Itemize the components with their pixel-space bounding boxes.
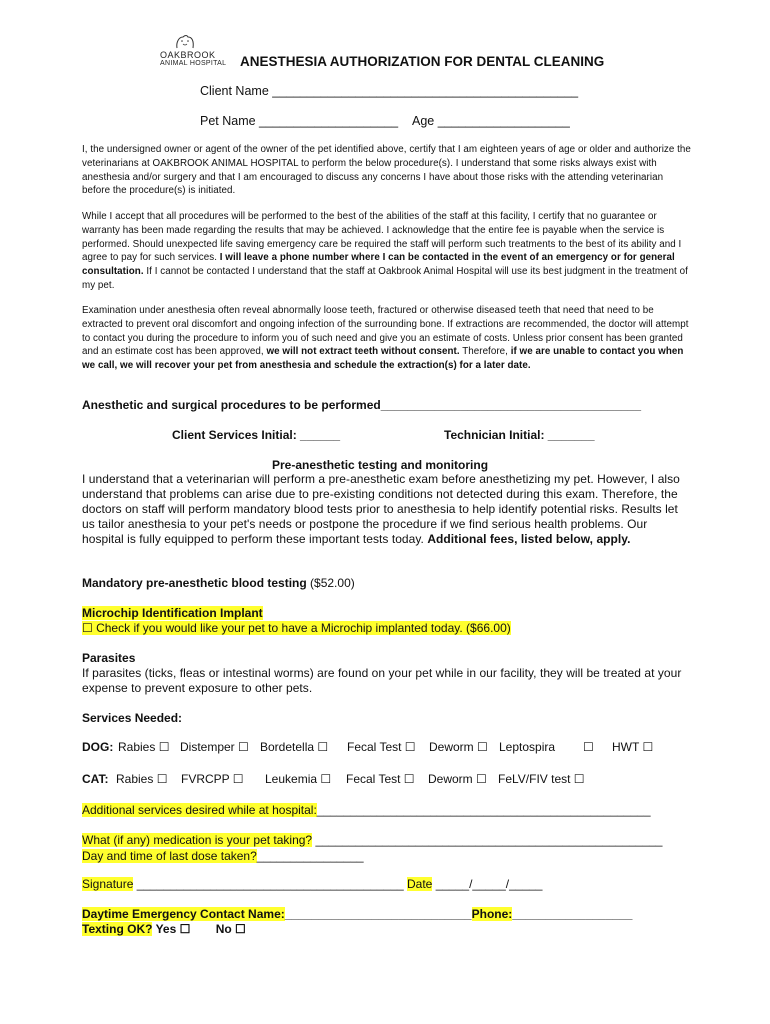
dog-rabies-checkbox[interactable]: Rabies ☐ xyxy=(118,740,170,754)
cat-fvrcpp-checkbox[interactable]: FVRCPP ☐ xyxy=(181,772,244,786)
warranty-text-1: While I accept that all procedures will be performed to the best of the abilities of the staff at this facility, I certify that no guarantee or warranty has been made regarding the results that may be achieved. I acknowledge that the entire fee is payable when the service is performed. Should unexpected life saving emergency care be required the staff will perform such treatments to the best of its ability and I agree to pay for such services. xyxy=(82,211,682,264)
cat-services-row xyxy=(82,772,682,788)
dog-bordetella-checkbox[interactable]: Bordetella ☐ xyxy=(260,740,329,754)
extraction-text-1: Examination under anesthesia often reveal abnormally loose teeth, fractured or otherwise diseased teeth that need that need to be extracted to prevent oral discomfort and ongoing infection of the surrounding bone. If extractions are recommended, the doctor will attempt to contact you during the procedure to inform you of such need and give you an estimate of costs. Unless prior consent has been granted and an estimate cost has been approved, xyxy=(82,305,689,358)
warranty-text-2: If I cannot be contacted I understand that the staff at Oakbrook Animal Hospital will use its best judgment in the treatment of my pet. xyxy=(82,266,688,291)
texting-yes-checkbox[interactable]: Yes ☐ xyxy=(152,922,191,936)
extraction-paragraph xyxy=(82,304,692,373)
cat-deworm-checkbox[interactable]: Deworm ☐ xyxy=(428,772,487,786)
cat-leukemia-checkbox[interactable]: Leukemia ☐ xyxy=(265,772,332,786)
dog-leptospira-checkbox[interactable]: ☐ xyxy=(583,740,594,754)
parasites-text: If parasites (ticks, fleas or intestinal worms) are found on your pet while in our facility, they will be treated at your expense to prevent exposure to other pets. xyxy=(82,666,682,695)
services-heading: Services Needed: xyxy=(82,711,183,725)
phone-label: Phone: xyxy=(471,907,513,921)
dog-label: DOG: xyxy=(82,740,114,754)
warranty-paragraph xyxy=(82,210,692,293)
dog-hwt-checkbox[interactable]: HWT ☐ xyxy=(612,740,654,754)
dog-leptospira-label: Leptospira xyxy=(499,740,556,754)
hospital-logo xyxy=(160,34,227,70)
date-line[interactable]: _____/_____/_____ xyxy=(432,877,543,891)
pre-anesthetic-body: I understand that a veterinarian will perform a pre-anesthetic exam before anesthetizing my pet. However, I also understand that problems can arise due to pre-existing conditions not detected during this exam. Therefore, the doctors on staff will perform mandatory blood tests prior to anesthesia to help identify potential risks. Results let us tailor anesthesia to your pet's needs or postpone the procedure if we find serious health problems. Our hospital is fully equipped to perform these important tests today. xyxy=(82,472,680,546)
dog-distemper-checkbox[interactable]: Distemper ☐ xyxy=(180,740,249,754)
additional-services-label: Additional services desired while at hospital: xyxy=(82,803,317,817)
pre-anesthetic-text xyxy=(82,472,682,547)
emergency-contact-label: Daytime Emergency Contact Name: xyxy=(82,907,285,921)
dog-deworm-checkbox[interactable]: Deworm ☐ xyxy=(429,740,488,754)
last-dose-field[interactable] xyxy=(82,849,364,863)
last-dose-line: ________________ xyxy=(256,849,364,863)
pre-anesthetic-heading: Pre-anesthetic testing and monitoring xyxy=(272,458,489,472)
mandatory-blood-testing xyxy=(82,576,355,590)
medication-label: What (if any) medication is your pet taking? xyxy=(82,833,313,847)
logo-line1: OAKBROOK xyxy=(160,50,216,60)
date-label: Date xyxy=(407,877,433,891)
logo-line2: ANIMAL HOSPITAL xyxy=(160,60,227,67)
page-title: ANESTHESIA AUTHORIZATION FOR DENTAL CLEANING xyxy=(240,54,605,69)
authorization-paragraph: I, the undersigned owner or agent of the owner of the pet identified above, certify that I am eighteen years of age or older and authorize the veterinarians at OAKBROOK ANIMAL HOSPITAL to perform the below procedure(s). I understand that some risks always exist with anesthesia and/or surgery and that I am encouraged to discuss any concerns I have about those risks with the attending veterinarian before the procedure(s) is initiated. xyxy=(82,144,691,197)
technician-initial-field[interactable]: Technician Initial: _______ xyxy=(444,428,595,442)
cat-felv-fiv-checkbox[interactable]: FeLV/FIV test ☐ xyxy=(498,772,585,786)
cat-rabies-checkbox[interactable]: Rabies ☐ xyxy=(116,772,168,786)
medication-field[interactable] xyxy=(82,833,662,847)
warranty-bold: I will leave a phone number where I can be contacted in the event of an emergency or for general consultation. xyxy=(82,252,675,278)
client-name-field[interactable]: Client Name ____________________________________________ xyxy=(200,84,579,98)
dog-fecal-test-checkbox[interactable]: Fecal Test ☐ xyxy=(347,740,416,754)
client-initial-field[interactable]: Client Services Initial: ______ xyxy=(172,428,341,442)
microchip-checkbox[interactable]: ☐ Check if you would like your pet to have a Microchip implanted today. ($66.00) xyxy=(82,621,511,635)
medication-line: ____________________________________________________ xyxy=(312,833,663,847)
parasites-heading: Parasites xyxy=(82,651,136,665)
texting-label: Texting OK? xyxy=(82,922,153,936)
signature-row xyxy=(82,877,542,891)
additional-services-line: __________________________________________________ xyxy=(316,803,651,817)
signature-label: Signature xyxy=(82,877,134,891)
additional-fees-note: Additional fees, listed below, apply. xyxy=(427,532,631,546)
extraction-bold-1: we will not extract teeth without consent. xyxy=(266,346,460,358)
additional-services-field[interactable] xyxy=(82,803,651,817)
last-dose-label: Day and time of last dose taken? xyxy=(82,849,257,863)
extraction-text-2: Therefore, xyxy=(459,346,511,358)
age-field[interactable]: Age ___________________ xyxy=(412,114,570,128)
texting-no-checkbox[interactable]: No ☐ xyxy=(215,922,246,936)
signature-line[interactable]: ________________________________________ xyxy=(133,877,407,891)
procedures-field[interactable]: Anesthetic and surgical procedures to be performed_______________________________________ xyxy=(82,398,642,412)
cat-fecal-test-checkbox[interactable]: Fecal Test ☐ xyxy=(346,772,415,786)
cat-label: CAT: xyxy=(82,772,109,786)
dog-cat-logo-icon xyxy=(174,34,196,50)
dog-services-row xyxy=(82,740,682,756)
pet-name-field[interactable]: Pet Name ____________________ xyxy=(200,114,399,128)
texting-row xyxy=(82,922,246,936)
microchip-heading: Microchip Identification Implant xyxy=(82,606,263,620)
emergency-contact-row xyxy=(82,907,632,921)
mandatory-label: Mandatory pre-anesthetic blood testing xyxy=(82,576,307,590)
extraction-bold-2: if we are unable to contact you when we call, we will recover your pet from anesthesia and schedule the extraction(s) for a later date. xyxy=(82,346,684,372)
phone-line[interactable]: __________________ xyxy=(512,907,633,921)
mandatory-price: ($52.00) xyxy=(306,576,355,590)
emergency-contact-line[interactable]: ____________________________ xyxy=(284,907,472,921)
